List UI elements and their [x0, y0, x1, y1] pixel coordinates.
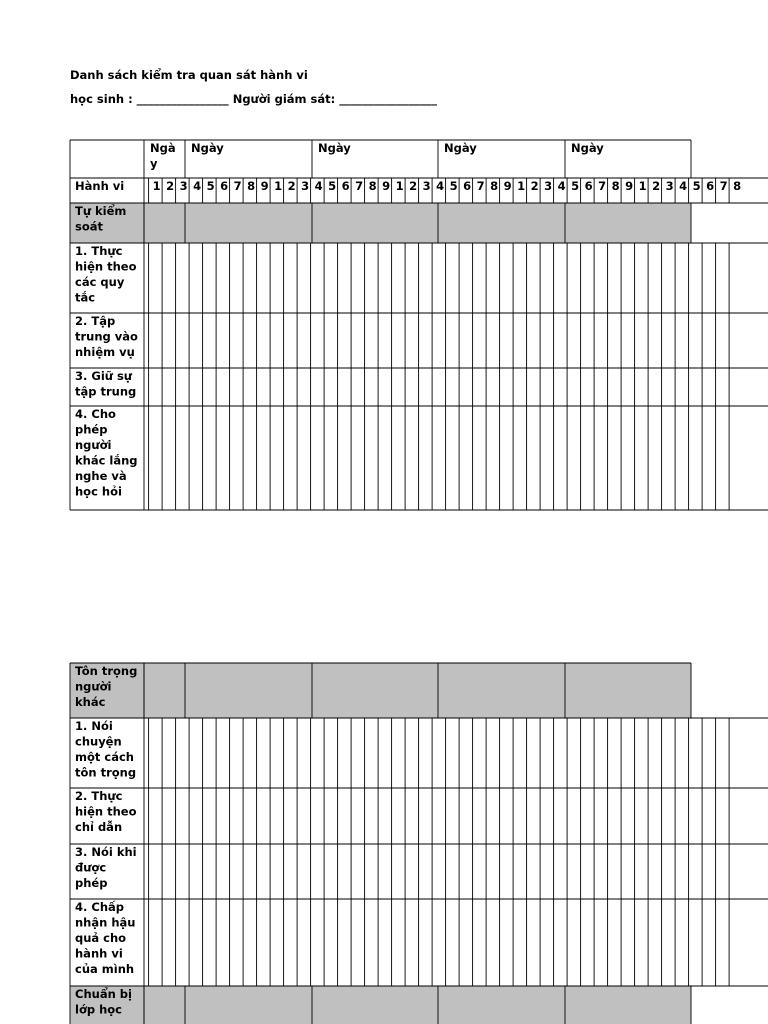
- period-number: 3: [544, 179, 553, 193]
- day-header: Ngày: [571, 141, 604, 155]
- period-number: 3: [179, 179, 188, 193]
- period-number: 2: [409, 179, 418, 193]
- student-field: học sinh : ________________: [70, 92, 229, 106]
- category-shaded-cell: [185, 663, 312, 718]
- period-number: 1: [274, 179, 283, 193]
- period-number: 5: [449, 179, 458, 193]
- period-number: 8: [247, 179, 256, 193]
- period-number: 4: [557, 179, 566, 193]
- period-number: 6: [584, 179, 593, 193]
- period-number: 9: [382, 179, 391, 193]
- category-label: Tự kiểm soát: [75, 204, 127, 234]
- category-shaded-cell: [438, 663, 565, 718]
- category-shaded-cell: [144, 203, 185, 243]
- period-number: 5: [206, 179, 215, 193]
- behavior-header: Hành vi: [75, 179, 125, 193]
- period-number: 6: [463, 179, 472, 193]
- period-number: 5: [328, 179, 337, 193]
- period-number: 9: [625, 179, 634, 193]
- day-header: Ngày: [318, 141, 351, 155]
- period-number: 7: [598, 179, 607, 193]
- period-number: 7: [476, 179, 485, 193]
- day-header: Ngày: [444, 141, 477, 155]
- period-number: 1: [638, 179, 647, 193]
- behavior-item: 1. Thực hiện theo các quy tắc: [75, 244, 137, 305]
- period-number: 5: [692, 179, 701, 193]
- behavior-item: 3. Giữ sự tập trung: [75, 369, 137, 399]
- period-number: 3: [301, 179, 310, 193]
- period-number: 9: [503, 179, 512, 193]
- behavior-item: 4. Cho phép người khác lắng nghe và học hỏi: [75, 407, 138, 499]
- period-number: 3: [665, 179, 674, 193]
- category-label: Tôn trọng người khác: [75, 664, 138, 709]
- period-number: 2: [166, 179, 175, 193]
- period-number: 2: [652, 179, 661, 193]
- behavior-item: 2. Thực hiện theo chỉ dẫn: [75, 789, 137, 834]
- period-number: 7: [719, 179, 728, 193]
- period-number: 8: [611, 179, 620, 193]
- period-number: 5: [571, 179, 580, 193]
- period-number: 8: [368, 179, 377, 193]
- category-shaded-cell: [312, 203, 438, 243]
- category-shaded-cell: [144, 986, 185, 1024]
- category-shaded-cell: [565, 663, 691, 718]
- behavior-item: 4. Chấp nhận hậu quả cho hành vi của mình: [75, 900, 136, 976]
- category-shaded-cell: [438, 203, 565, 243]
- category-shaded-cell: [312, 663, 438, 718]
- period-number: 9: [260, 179, 269, 193]
- period-number: 1: [517, 179, 526, 193]
- period-number: 8: [733, 179, 742, 193]
- period-number: 2: [530, 179, 539, 193]
- period-number: 7: [355, 179, 364, 193]
- behavior-item: 2. Tập trung vào nhiệm vụ: [75, 314, 138, 359]
- category-label: Chuẩn bị lớp học: [75, 987, 132, 1017]
- category-shaded-cell: [565, 203, 691, 243]
- period-number: 4: [193, 179, 202, 193]
- category-shaded-cell: [185, 203, 312, 243]
- period-number: 6: [220, 179, 229, 193]
- behavior-item: 1. Nói chuyện một cách tôn trọng: [75, 719, 137, 780]
- category-shaded-cell: [312, 986, 438, 1024]
- category-shaded-cell: [144, 663, 185, 718]
- category-shaded-cell: [438, 986, 565, 1024]
- period-number: 2: [287, 179, 296, 193]
- category-shaded-cell: [185, 986, 312, 1024]
- behavior-item: 3. Nói khi được phép: [75, 845, 137, 890]
- period-number: 4: [679, 179, 688, 193]
- period-number: 1: [152, 179, 161, 193]
- category-shaded-cell: [565, 986, 691, 1024]
- period-number: 1: [395, 179, 404, 193]
- period-number: 3: [422, 179, 431, 193]
- period-number: 6: [341, 179, 350, 193]
- supervisor-field: Người giám sát: _________________: [232, 92, 437, 106]
- period-number: 6: [706, 179, 715, 193]
- period-number: 4: [436, 179, 445, 193]
- period-number: 7: [233, 179, 242, 193]
- day-header: Ngà y: [150, 141, 176, 171]
- day-header: Ngày: [191, 141, 224, 155]
- document-title: Danh sách kiểm tra quan sát hành vi: [70, 68, 308, 82]
- period-number: 4: [314, 179, 323, 193]
- period-number: 8: [490, 179, 499, 193]
